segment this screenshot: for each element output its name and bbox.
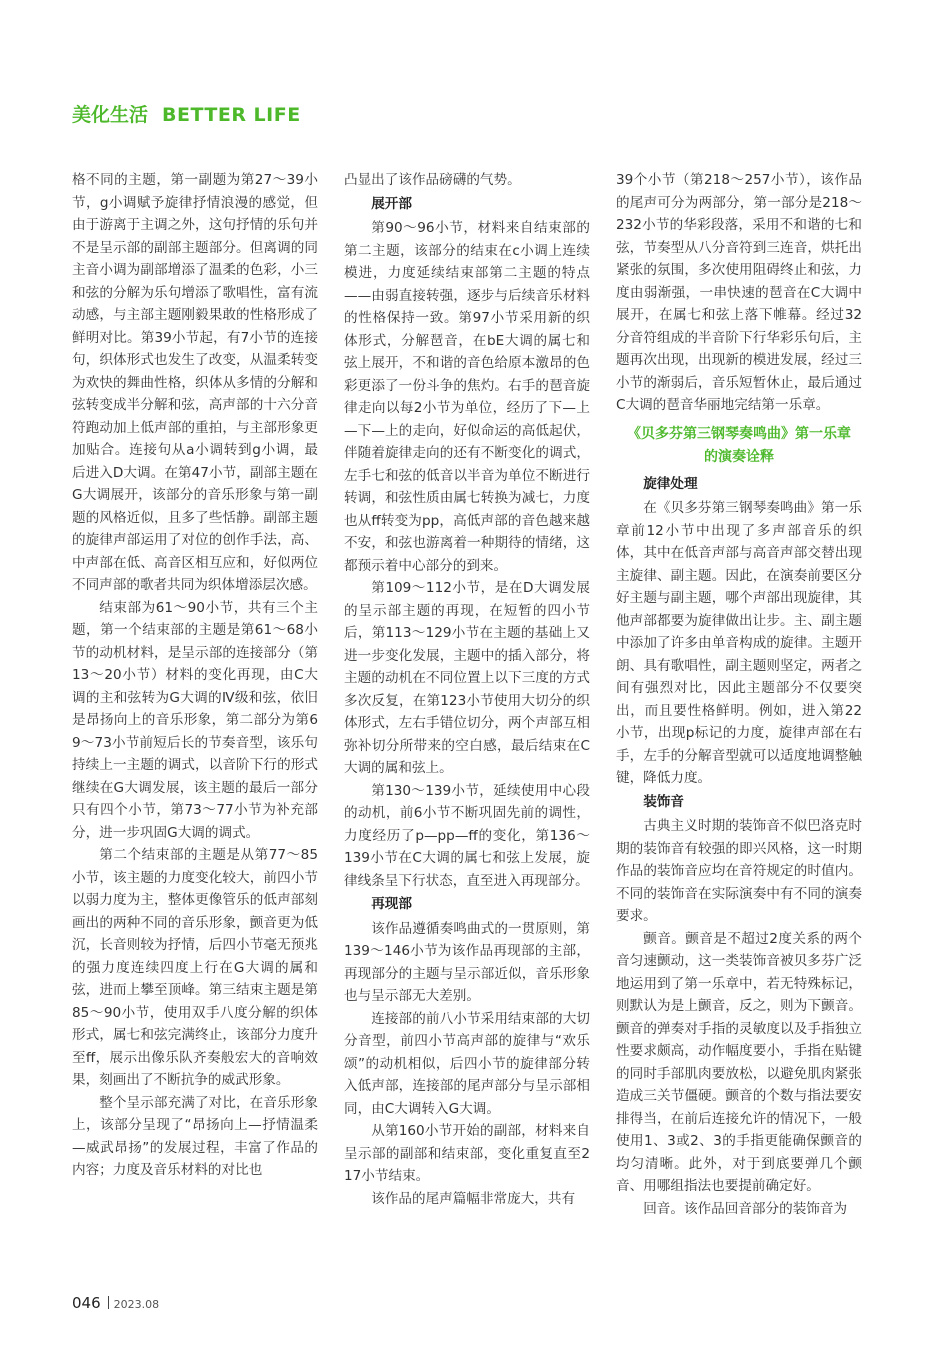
paragraph: 第109～112小节，是在D大调发展的呈示部主题的再现，在短暂的四小节后，第113～129小节在主题的基础上又进一步变化发展，主题中的插入部分，将主题的动机在不同位置上以下三度的方式多次反复，在第123小节使用大切分的织体形式，左右手错位切分，两个声部互相弥补切分所带来的空白感，最后结束在C大调的属和弦上。	[344, 580, 590, 776]
paragraph: 凸显出了该作品磅礴的气势。	[344, 172, 521, 188]
paragraph: 整个呈示部充满了对比，在音乐形象上，该部分呈现了“昂扬向上—抒情温柔—威武昂扬”的发展过程，丰富了作品的内容；力度及音乐材料的对比也	[72, 1094, 318, 1178]
paragraph: 颤音。颤音是不超过2度关系的两个音匀速颤动，这一类装饰音被贝多芬广泛地运用到了第一乐章中，若无特殊标记，则默认为是上颤音，反之，则为下颤音。颤音的弹奏对手指的灵敏度以及手指独立性要求颇高，动作幅度要小，手指在贴键的同时手部肌肉要放松，以避免肌肉紧张造成三关节僵硬。颤音的个数与指法要安排得当，在前后连接允许的情况下，一般使用1、3或2、3的手指更能确保颤音的均匀清晰。此外，对于到底要弹几个颤音、用哪组指法也要提前确定好。	[616, 930, 862, 1194]
text-column-1	[72, 169, 318, 1182]
page-header	[72, 100, 301, 127]
text-column-2	[344, 169, 590, 1210]
subheading-development: 展开部	[371, 195, 412, 212]
paragraph: 该作品的尾声篇幅非常庞大，共有	[371, 1190, 576, 1207]
paragraph: 古典主义时期的装饰音不似巴洛克时期的装饰音有较强的即兴风格，这一时期作品的装饰音应均在音符规定的时值内。不同的装饰音在实际演奏中有不同的演奏要求。	[616, 818, 862, 924]
subheading-melody: 旋律处理	[643, 475, 698, 492]
paragraph: 第130～139小节，延续使用中心段的动机，前6小节不断巩固先前的调性，力度经历了p—pp—ff的变化，第136～139小节在C大调的属七和弦上发展，旋律线条呈下行状态，直至进入再现部分。	[344, 782, 590, 889]
header-en: BETTER LIFE	[162, 104, 301, 126]
text-column-3	[616, 169, 862, 1220]
section-title-line-2: 的演奏诠释	[704, 448, 774, 465]
paragraph: 格不同的主题，第一副题为第27～39小节，g小调赋予旋律抒情浪漫的感觉，但由于游离于主调之外，这句抒情的乐句并不是呈示部的副部主题部分。但离调的同主音小调为副部增添了温柔的色彩，小三和弦的分解为乐句增添了歌唱性，富有流动感，与主部主题刚毅果敢的性格形成了鲜明对比。第39小节起，有7小节的连接句，织体形式也发生了改变，从温柔转变为欢快的舞曲性格，织体从多情的分解和弦转变成半分解和弦，高声部的十六分音符跑动加上低声部的重拍，与主部形象更加贴合。连接句从a小调转到g小调，最后进入D大调。在第47小节，副部主题在G大调展开，该部分的音乐形象与第一副题的风格近似，且多了些恬静。副部主题的旋律声部运用了对位的创作手法，高、中声部在低、高音区相互应和，好似两位不同声部的歌者共同为织体增添层次感。	[72, 172, 318, 593]
page-number: 046	[72, 1294, 101, 1312]
issue-date: 2023.08	[113, 1298, 160, 1311]
footer-divider	[108, 1296, 109, 1309]
paragraph: 回音。该作品回音部分的装饰音为	[643, 1200, 848, 1217]
paragraph: 第90～96小节，材料来自结束部的第二主题，该部分的结束在c小调上连续模进，力度延续结束部第二主题的特点——由弱直接转强，逐步与后续音乐材料的性格保持一致。第97小节采用新的织体形式，分解琶音，在bE大调的属七和弦上展开，不和谐的音色给原本激昂的色彩更添了一份斗争的焦灼。右手的琶音旋律走向以每2小节为单位，经历了下—上—下—上的走向，好似命运的高低起伏，伴随着旋律走向的还有不断变化的调式，左手七和弦的低音以半音为单位不断进行转调，和弦性质由属七转换为减七，力度也从ff转变为pp，高低声部的音色越来越不安，和弦也游离着一种期待的情绪，这都预示着中心部分的到来。	[344, 220, 590, 574]
section-title	[616, 423, 862, 469]
subheading-recapitulation: 再现部	[371, 896, 412, 912]
paragraph: 39个小节（第218～257小节），该作品的尾声可分为两部分，第一部分是218～232小节的华彩段落，采用不和谐的七和弦，节奏型从八分音符到三连音，烘托出紧张的氛围，多次使用阻碍终止和弦，力度由弱渐强，一串快速的琶音在C大调中展开，在属七和弦上落下帷幕。经过32分音符组成的半音阶下行华彩乐句后，主题再次出现，出现新的模进发展，经过三小节的渐弱后，音乐短暂休止，最后通过C大调的琶音华丽地完结第一乐章。	[616, 172, 862, 413]
header-cn: 美化生活	[72, 104, 149, 126]
section-title-line-1: 《贝多芬第三钢琴奏鸣曲》第一乐章	[627, 425, 851, 442]
page-footer	[72, 1294, 159, 1312]
paragraph: 连接部的前八小节采用结束部的大切分音型，前四小节高声部的旋律与“欢乐颂”的动机相似，后四小节的旋律部分转入低声部，连接部的尾声部分与呈示部相同，由C大调转入G大调。	[344, 1010, 590, 1117]
subheading-ornaments: 装饰音	[643, 793, 684, 810]
paragraph: 结束部为61～90小节，共有三个主题，第一个结束部的主题是第61～68小节的动机材料，是呈示部的连接部分（第13～20小节）材料的变化再现，由C大调的主和弦转为G大调的Ⅳ级和弦，依旧是昂扬向上的音乐形象，第二部分为第69～73小节前短后长的节奏音型，该乐句持续上一主题的调式，以音阶下行的形式继续在G大调发展，该主题的最后一部分只有四个小节，第73～77小节为补充部分，进一步巩固G大调的调式。	[72, 599, 318, 841]
paragraph: 该作品遵循奏鸣曲式的一贯原则，第139～146小节为该作品再现部的主部，再现部分的主题与呈示部近似，音乐形象也与呈示部无大差别。	[344, 920, 590, 1004]
paragraph: 从第160小节开始的副部，材料来自呈示部的副部和结束部，变化重复直至217小节结束。	[344, 1123, 590, 1184]
paragraph: 在《贝多芬第三钢琴奏鸣曲》第一乐章前12小节中出现了多声部音乐的织体，其中在低音声部与高音声部交替出现主旋律、副主题。因此，在演奏前要区分好主题与副主题，哪个声部出现旋律，其他声部都要为旋律做出让步。主、副主题中添加了许多由单音构成的旋律。主题开朗、具有歌唱性，副主题则坚定，两者之间有强烈对比，因此主题部分不仅要突出，而且要性格鲜明。例如，进入第22小节，出现p标记的力度，旋律声部在右手，左手的分解音型就可以适度地调整触键，降低力度。	[616, 500, 862, 786]
paragraph: 第二个结束部的主题是从第77～85小节，该主题的力度变化较大，前四小节以弱力度为主，整体更像管乐的低声部刻画出的两种不同的音乐形象，颤音更为低沉，长音则较为抒情，后四小节毫无预兆的强力度连续四度上行在G大调的属和弦，进而上攀至顶峰。第三结束主题是第85～90小节，使用双手八度分解的织体形式，属七和弦完满终止，该部分力度升至ff，展示出像乐队齐奏般宏大的音响效果，刻画出了不断抗争的威武形象。	[72, 847, 318, 1088]
